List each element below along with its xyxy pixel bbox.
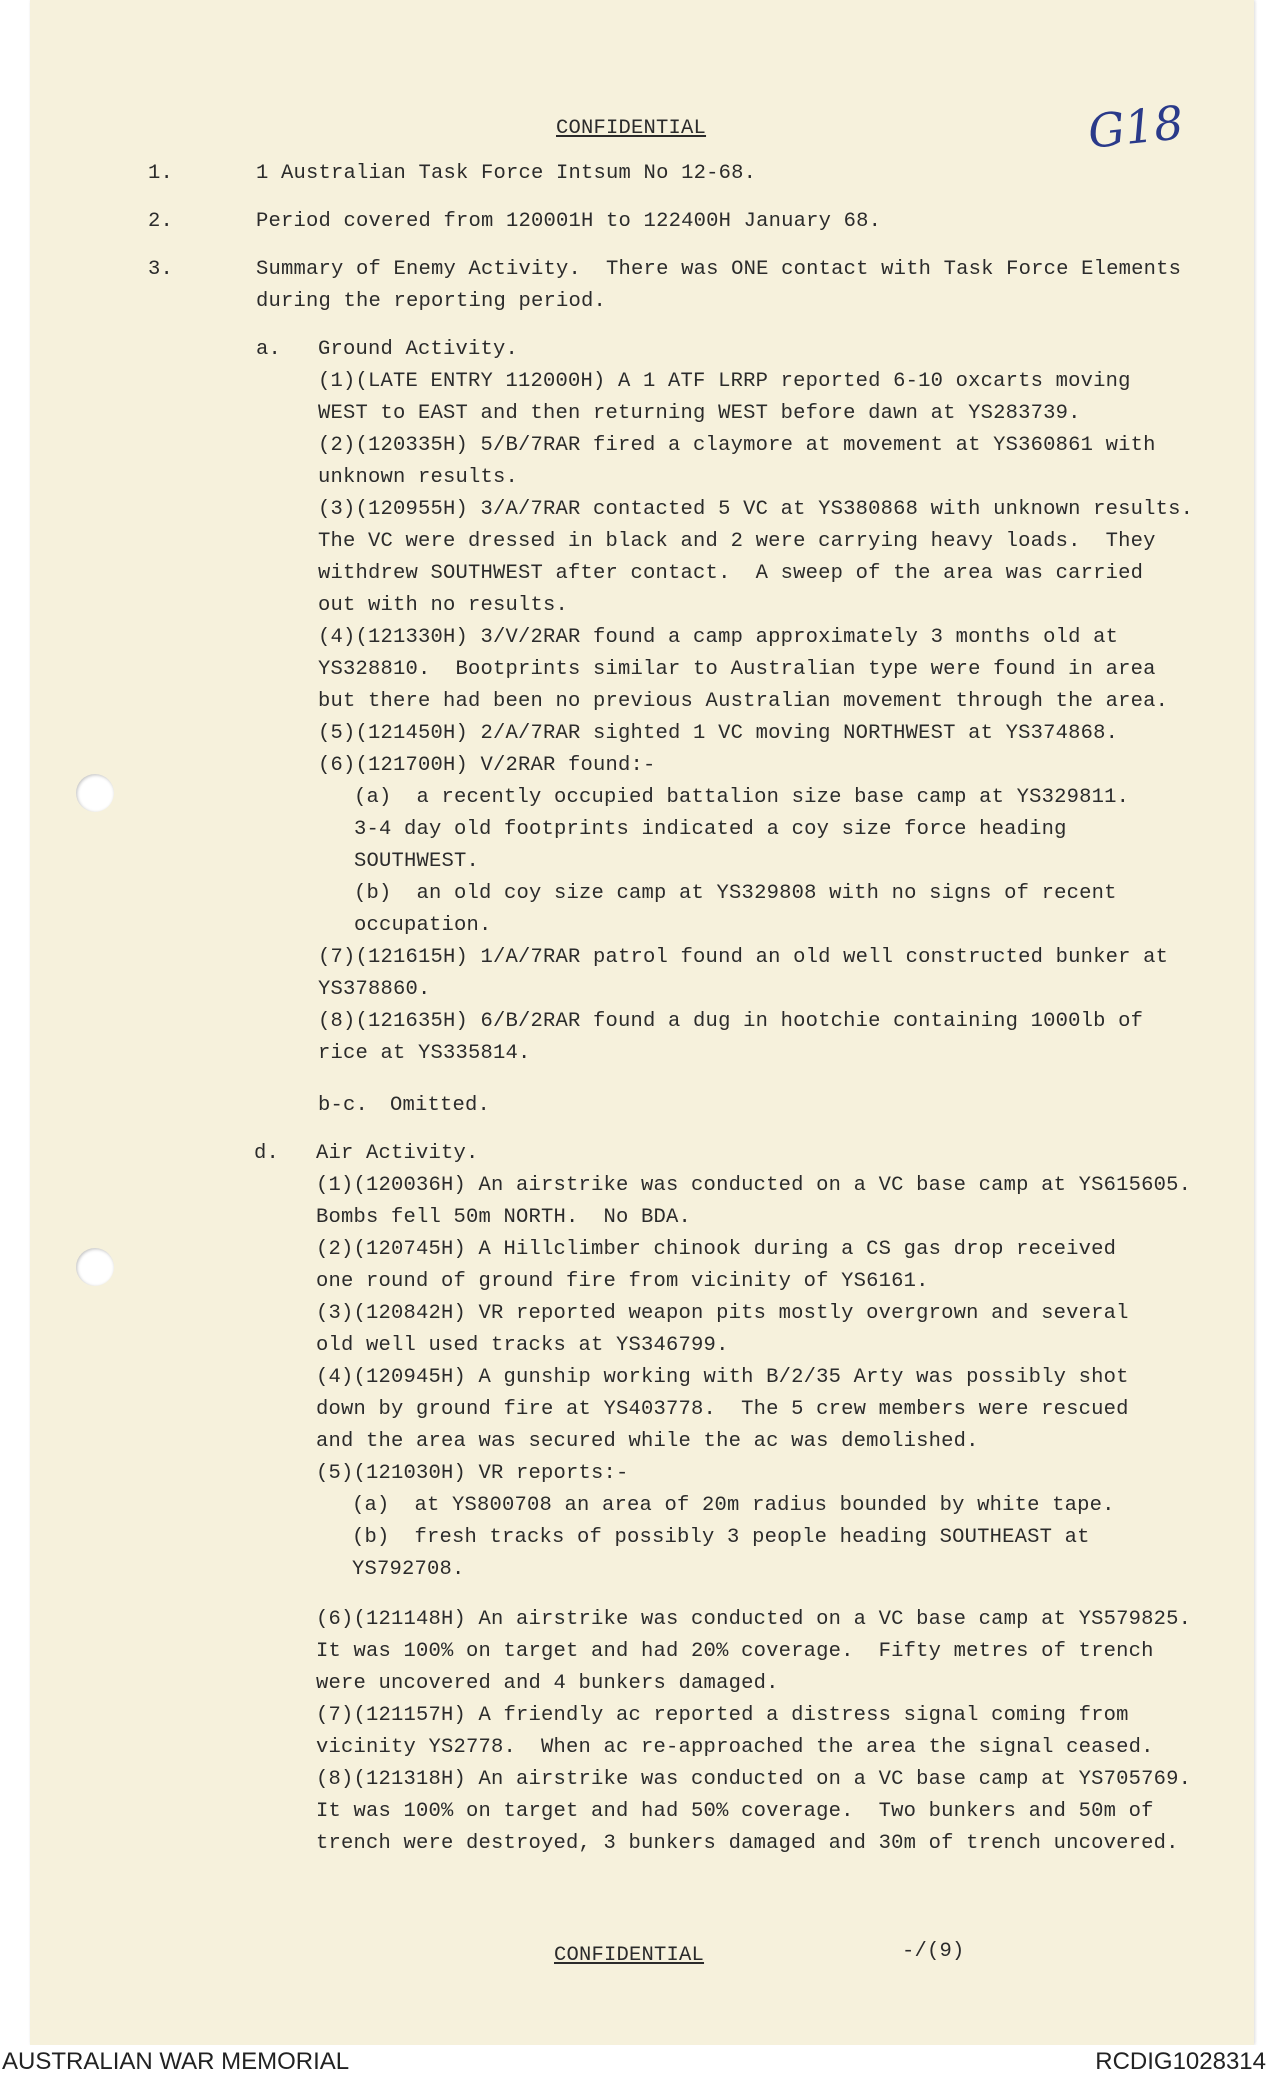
text-line: (a) at YS800708 an area of 20m radius bounded by white tape. xyxy=(352,1494,1115,1517)
text-line: out with no results. xyxy=(318,594,569,617)
text-line: (a) a recently occupied battalion size base camp at YS329811. xyxy=(354,786,1130,809)
text-line: (b) an old coy size camp at YS329808 with no signs of recent xyxy=(354,882,1117,905)
section-heading: Ground Activity. xyxy=(318,338,519,361)
text-line: (4)(120945H) A gunship working with B/2/35 Arty was possibly shot xyxy=(316,1366,1129,1389)
text-line: The VC were dressed in black and 2 were carrying heavy loads. They xyxy=(318,530,1156,553)
text-line: (7)(121615H) 1/A/7RAR patrol found an old well constructed bunker at xyxy=(318,946,1169,969)
text-line: (1)(LATE ENTRY 112000H) A 1 ATF LRRP reported 6-10 oxcarts moving xyxy=(318,370,1131,393)
footer-classification: CONFIDENTIAL xyxy=(554,1944,705,1967)
text-line: 3-4 day old footprints indicated a coy size force heading xyxy=(354,818,1067,841)
item-text: 1 Australian Task Force Intsum No 12-68. xyxy=(256,162,757,185)
text-line: Bombs fell 50m NORTH. No BDA. xyxy=(316,1206,692,1229)
punch-hole xyxy=(76,774,114,812)
text-line: trench were destroyed, 3 bunkers damaged and 30m of trench uncovered. xyxy=(316,1832,1179,1855)
text-line: were uncovered and 4 bunkers damaged. xyxy=(316,1672,779,1695)
section-label: d. xyxy=(254,1142,280,1165)
text-line: (b) fresh tracks of possibly 3 people heading SOUTHEAST at xyxy=(352,1526,1090,1549)
item-text: Summary of Enemy Activity. There was ONE contact with Task Force Elements xyxy=(256,258,1182,281)
text-line: but there had been no previous Australian movement through the area. xyxy=(318,690,1169,713)
text-line: vicinity YS2778. When ac re-approached the area the signal ceased. xyxy=(316,1736,1154,1759)
item-number: 2. xyxy=(148,210,174,233)
page-reference: -/(9) xyxy=(902,1940,965,1963)
text-line: It was 100% on target and had 20% coverage. Fifty metres of trench xyxy=(316,1640,1154,1663)
section-heading: Air Activity. xyxy=(316,1142,479,1165)
text-line: (4)(121330H) 3/V/2RAR found a camp approximately 3 months old at xyxy=(318,626,1119,649)
header-classification: CONFIDENTIAL xyxy=(556,117,707,140)
text-line: unknown results. xyxy=(318,466,519,489)
text-line: YS328810. Bootprints similar to Australian type were found in area xyxy=(318,658,1156,681)
text-line: (8)(121318H) An airstrike was conducted on a VC base camp at YS705769. xyxy=(316,1768,1192,1791)
text-line: It was 100% on target and had 50% coverage. Two bunkers and 50m of xyxy=(316,1800,1154,1823)
text-line: down by ground fire at YS403778. The 5 crew members were rescued xyxy=(316,1398,1129,1421)
text-line: (3)(120955H) 3/A/7RAR contacted 5 VC at YS380868 with unknown results. xyxy=(318,498,1194,521)
text-line: occupation. xyxy=(354,914,492,937)
text-line: SOUTHWEST. xyxy=(354,850,480,873)
text-line: (3)(120842H) VR reported weapon pits mostly overgrown and several xyxy=(316,1302,1129,1325)
text-line: (6)(121700H) V/2RAR found:- xyxy=(318,754,656,777)
item-text: Period covered from 120001H to 122400H January 68. xyxy=(256,210,882,233)
text-line: withdrew SOUTHWEST after contact. A sweep of the area was carried xyxy=(318,562,1144,585)
text-line: (7)(121157H) A friendly ac reported a distress signal coming from xyxy=(316,1704,1129,1727)
item-number: 1. xyxy=(148,162,174,185)
text-line: (8)(121635H) 6/B/2RAR found a dug in hootchie containing 1000lb of xyxy=(318,1010,1144,1033)
text-line: Omitted. xyxy=(390,1094,491,1117)
text-line: one round of ground fire from vicinity of YS6161. xyxy=(316,1270,929,1293)
text-line: (5)(121030H) VR reports:- xyxy=(316,1462,629,1485)
handwritten-annotation: G18 xyxy=(1085,95,1186,159)
text-line: WEST to EAST and then returning WEST before dawn at YS283739. xyxy=(318,402,1081,425)
archive-name: AUSTRALIAN WAR MEMORIAL xyxy=(2,2048,350,2075)
text-line: YS792708. xyxy=(352,1558,465,1581)
text-line: (5)(121450H) 2/A/7RAR sighted 1 VC moving NORTHWEST at YS374868. xyxy=(318,722,1119,745)
item-number: 3. xyxy=(148,258,174,281)
text-line: (2)(120335H) 5/B/7RAR fired a claymore at movement at YS360861 with xyxy=(318,434,1156,457)
text-line: (6)(121148H) An airstrike was conducted on a VC base camp at YS579825. xyxy=(316,1608,1192,1631)
text-line: old well used tracks at YS346799. xyxy=(316,1334,729,1357)
text-line: (1)(120036H) An airstrike was conducted on a VC base camp at YS615605. xyxy=(316,1174,1192,1197)
text-line: YS378860. xyxy=(318,978,431,1001)
archive-id: RCDIG1028314 xyxy=(1095,2048,1266,2075)
punch-hole xyxy=(76,1248,114,1286)
text-line: rice at YS335814. xyxy=(318,1042,531,1065)
item-text: during the reporting period. xyxy=(256,290,607,313)
text-line: (2)(120745H) A Hillclimber chinook during a CS gas drop received xyxy=(316,1238,1117,1261)
section-label: a. xyxy=(256,338,282,361)
text-line: and the area was secured while the ac was demolished. xyxy=(316,1430,979,1453)
section-label: b-c. xyxy=(318,1094,369,1117)
